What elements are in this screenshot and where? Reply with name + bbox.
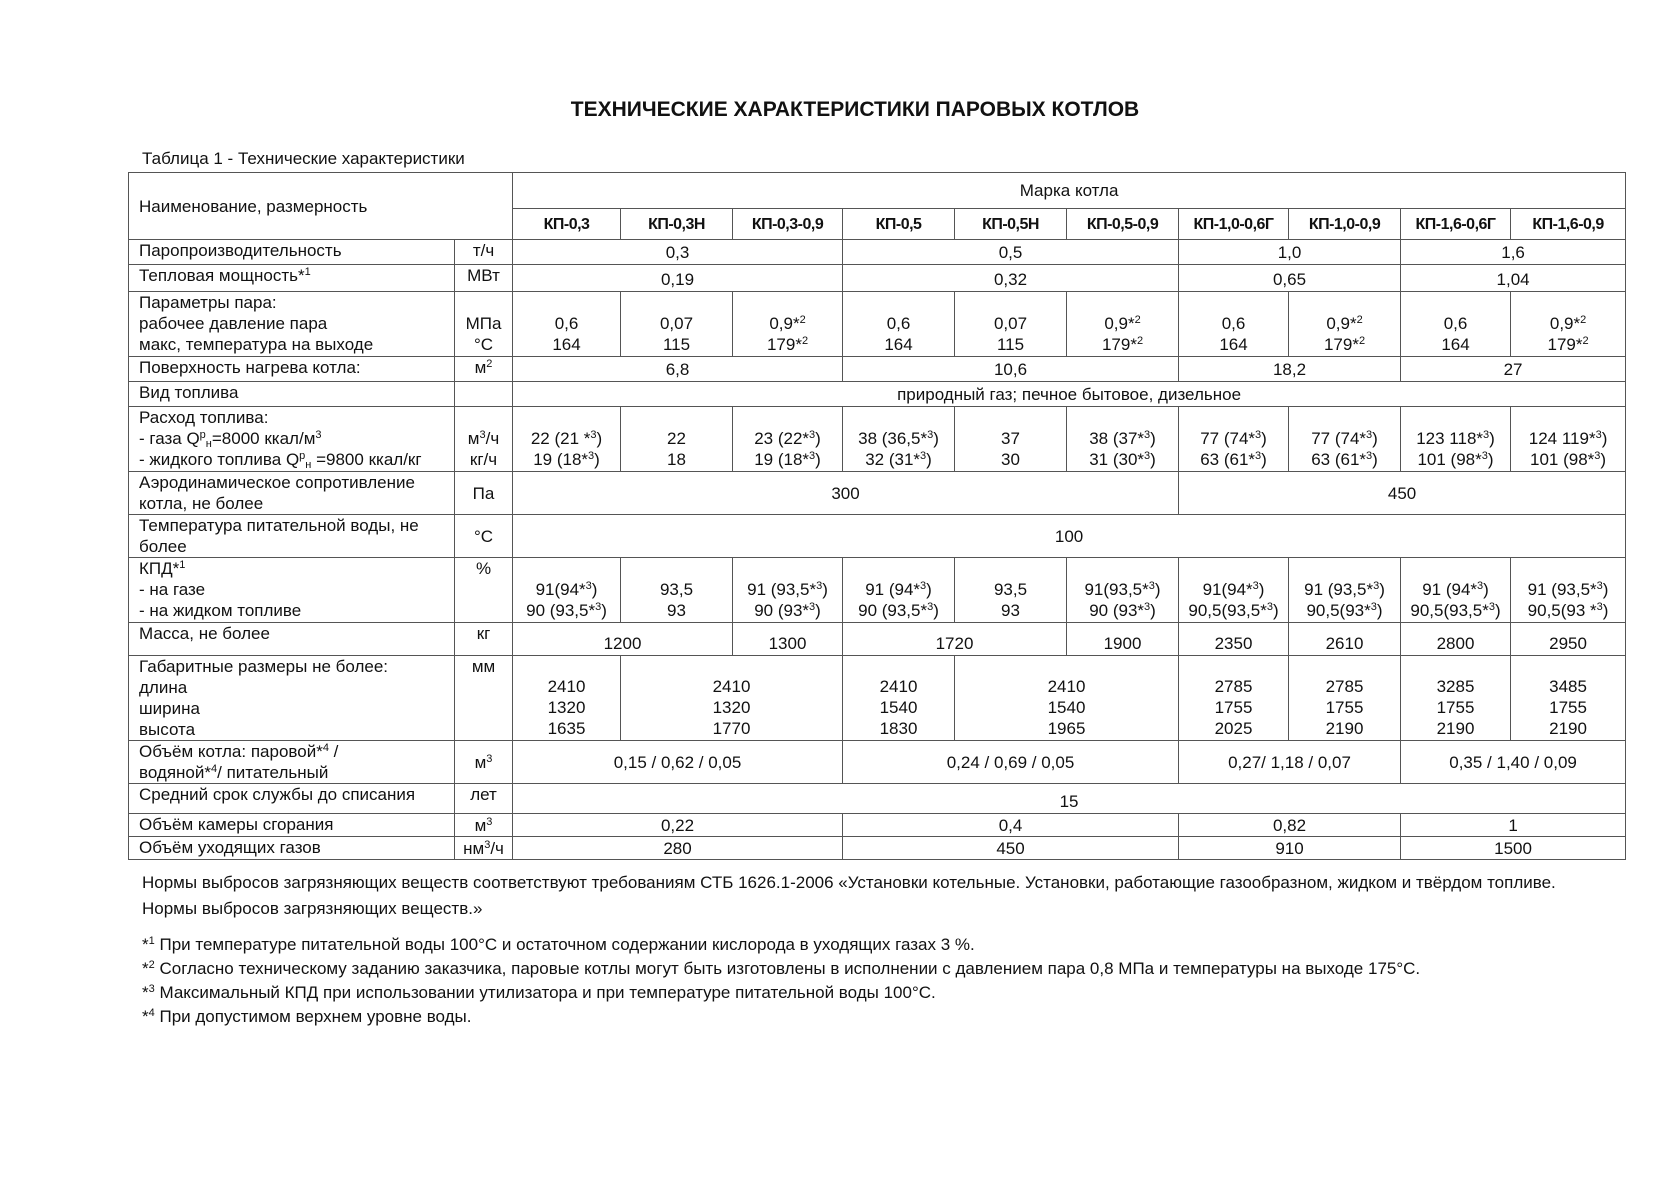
footnote: *$^4$ При допустимом верхнем уровне воды. [142, 1007, 472, 1026]
value-cell: 0,9*$^2$ 179*$^2$ [733, 292, 843, 357]
row-name: Поверхность нагрева котла: [129, 357, 455, 382]
value-cell: 1500 [1401, 837, 1626, 860]
row-unit: МВт [455, 265, 513, 292]
value-cell: 1300 [733, 623, 843, 656]
row-name: Масса, не более [129, 623, 455, 656]
value-cell: 0,65 [1179, 265, 1401, 292]
row-unit: % [455, 558, 513, 623]
value-cell: 93,5 93 [955, 558, 1067, 623]
value-cell: 1200 [513, 623, 733, 656]
value-cell: 77 (74*$^3$) 63 (61*$^3$) [1179, 407, 1289, 472]
value-cell: 0,3 [513, 240, 843, 265]
model-cell: КП-1,6-0,6Г [1401, 209, 1511, 240]
row-name: Средний срок службы до списания [129, 784, 455, 814]
value-cell: 1,04 [1401, 265, 1626, 292]
value-cell: 0,9*$^2$ 179*$^2$ [1067, 292, 1179, 357]
value-cell: 18,2 [1179, 357, 1401, 382]
value-cell: 0,6 164 [1401, 292, 1511, 357]
value-cell: 1 [1401, 814, 1626, 837]
value-cell: 91 (94*$^3$) 90,5(93,5*$^3$) [1401, 558, 1511, 623]
model-cell: КП-0,3Н [621, 209, 733, 240]
table-row [129, 623, 1626, 656]
value-cell: 91 (93,5*$^3$) 90,5(93*$^3$) [1289, 558, 1401, 623]
row-name: Габаритные размеры не более: длина ширина высота [129, 656, 455, 741]
table-row [129, 407, 1626, 472]
value-cell: 3285 1755 2190 [1401, 656, 1511, 741]
row-unit: кг [455, 623, 513, 656]
row-unit: $м^3/ч$ кг/ч [455, 407, 513, 472]
row-unit: Па [455, 472, 513, 515]
value-cell: 0,19 [513, 265, 843, 292]
value-cell: 3485 1755 2190 [1511, 656, 1626, 741]
table-row [129, 515, 1626, 558]
value-cell: 22 (21 *$^3$) 19 (18*$^3$) [513, 407, 621, 472]
value-cell: 100 [513, 515, 1626, 558]
row-name: Тепловая мощность*$^1$ [129, 265, 455, 292]
row-name: Паропроизводительность [129, 240, 455, 265]
value-cell: 0,9*$^2$ 179*$^2$ [1289, 292, 1401, 357]
value-cell: 2410 1320 1635 [513, 656, 621, 741]
value-cell: 450 [1179, 472, 1626, 515]
row-name: КПД*$^1$ - на газе - на жидком топливе [129, 558, 455, 623]
header-name-cell: Наименование, размерность [129, 173, 513, 240]
row-unit: $м^3$ [455, 814, 513, 837]
value-cell: 910 [1179, 837, 1401, 860]
value-cell: 124 119*$^3$) 101 (98*$^3$) [1511, 407, 1626, 472]
value-cell: 0,22 [513, 814, 843, 837]
value-cell: природный газ; печное бытовое, дизельное [513, 382, 1626, 407]
value-cell: 2410 1540 1830 [843, 656, 955, 741]
model-cell: КП-1,6-0,9 [1511, 209, 1626, 240]
value-cell: 2350 [1179, 623, 1289, 656]
row-unit: °С [455, 515, 513, 558]
value-cell: 1,0 [1179, 240, 1401, 265]
value-cell: 91(94*$^3$) 90,5(93,5*$^3$) [1179, 558, 1289, 623]
value-cell: 77 (74*$^3$) 63 (61*$^3$) [1289, 407, 1401, 472]
value-cell: 23 (22*$^3$) 19 (18*$^3$) [733, 407, 843, 472]
table-row [129, 741, 1626, 784]
row-name: Расход топлива: - газа $Q^р_н=8000$ ккал/$м^3$ - жидкого топлива $Q^р_н =9800$ ккал/кг [129, 407, 455, 472]
row-unit: $нм^3/ч$ [455, 837, 513, 860]
value-cell: 0,07 115 [621, 292, 733, 357]
header-row [129, 173, 1626, 209]
value-cell: 91 (93,5*$^3$) 90,5(93 *$^3$) [1511, 558, 1626, 623]
table-row [129, 656, 1626, 741]
value-cell: 0,9*$^2$ 179*$^2$ [1511, 292, 1626, 357]
table-caption: Таблица 1 - Технические характеристики [142, 149, 465, 168]
value-cell: 0,15 / 0,62 / 0,05 [513, 741, 843, 784]
model-cell: КП-0,5Н [955, 209, 1067, 240]
row-unit: мм [455, 656, 513, 741]
value-cell: 0,35 / 1,40 / 0,09 [1401, 741, 1626, 784]
row-name: Объём котла: паровой*$^4$ / водяной*$^4$/ питательный [129, 741, 455, 784]
table-row [129, 265, 1626, 292]
value-cell: 0,4 [843, 814, 1179, 837]
row-unit: т/ч [455, 240, 513, 265]
model-cell: КП-0,3 [513, 209, 621, 240]
table-row [129, 382, 1626, 407]
value-cell: 0,32 [843, 265, 1179, 292]
value-cell: 300 [513, 472, 1179, 515]
table-row [129, 472, 1626, 515]
value-cell: 2785 1755 2025 [1179, 656, 1289, 741]
row-name: Объём уходящих газов [129, 837, 455, 860]
table-row [129, 837, 1626, 860]
row-unit: $м^3$ [455, 741, 513, 784]
value-cell: 2410 1320 1770 [621, 656, 843, 741]
value-cell: 1,6 [1401, 240, 1626, 265]
value-cell: 0,07 115 [955, 292, 1067, 357]
footnote: *$^1$ При температуре питательной воды 100°С и остаточном содержании кислорода в уходящих газах 3 %. [142, 935, 975, 954]
table-row [129, 292, 1626, 357]
value-cell: 91(93,5*$^3$) 90 (93*$^3$) [1067, 558, 1179, 623]
model-cell: КП-1,0-0,9 [1289, 209, 1401, 240]
value-cell: 0,6 164 [513, 292, 621, 357]
table-row [129, 784, 1626, 814]
value-cell: 38 (36,5*$^3$) 32 (31*$^3$) [843, 407, 955, 472]
value-cell: 6,8 [513, 357, 843, 382]
table-row [129, 357, 1626, 382]
value-cell: 2610 [1289, 623, 1401, 656]
value-cell: 0,6 164 [843, 292, 955, 357]
footnote: *$^3$ Максимальный КПД при использовании утилизатора и при температуре питательной воды 100°С. [142, 983, 936, 1002]
value-cell: 123 118*$^3$) 101 (98*$^3$) [1401, 407, 1511, 472]
value-cell: 93,5 93 [621, 558, 733, 623]
header-brand-cell: Марка котла [513, 173, 1626, 209]
value-cell: 2800 [1401, 623, 1511, 656]
model-cell: КП-0,5-0,9 [1067, 209, 1179, 240]
row-name: Объём камеры сгорания [129, 814, 455, 837]
model-cell: КП-1,0-0,6Г [1179, 209, 1289, 240]
value-cell: 0,5 [843, 240, 1179, 265]
value-cell: 280 [513, 837, 843, 860]
table-row [129, 558, 1626, 623]
row-unit: $м^2$ [455, 357, 513, 382]
value-cell: 0,6 164 [1179, 292, 1289, 357]
spec-table [128, 172, 1626, 860]
value-cell: 1720 [843, 623, 1067, 656]
row-name: Параметры пара: рабочее давление пара макс, температура на выходе [129, 292, 455, 357]
row-name: Аэродинамическое сопротивление котла, не более [129, 472, 455, 515]
row-unit [455, 382, 513, 407]
norms-note [142, 870, 1602, 922]
row-name: Вид топлива [129, 382, 455, 407]
table-row [129, 240, 1626, 265]
page-title: ТЕХНИЧЕСКИЕ ХАРАКТЕРИСТИКИ ПАРОВЫХ КОТЛОВ [570, 98, 1140, 121]
norms-text: Нормы выбросов загрязняющих веществ соответствуют требованиям СТБ 1626.1-2006 «Установки котельные. Установки, работающие газообразном, жидком и твёрдом топливе. Нормы выбросов загрязняющих веществ.» [142, 873, 1556, 918]
value-cell: 0,82 [1179, 814, 1401, 837]
value-cell: 2950 [1511, 623, 1626, 656]
model-cell: КП-0,3-0,9 [733, 209, 843, 240]
value-cell: 91 (93,5*$^3$) 90 (93*$^3$) [733, 558, 843, 623]
value-cell: 38 (37*$^3$) 31 (30*$^3$) [1067, 407, 1179, 472]
row-unit: лет [455, 784, 513, 814]
table-row [129, 814, 1626, 837]
value-cell: 91 (94*$^3$) 90 (93,5*$^3$) [843, 558, 955, 623]
model-cell: КП-0,5 [843, 209, 955, 240]
value-cell: 2785 1755 2190 [1289, 656, 1401, 741]
value-cell: 450 [843, 837, 1179, 860]
value-cell: 0,24 / 0,69 / 0,05 [843, 741, 1179, 784]
value-cell: 37 30 [955, 407, 1067, 472]
footnote: *$^2$ Согласно техническому заданию заказчика, паровые котлы могут быть изготовлены в исполнении с давлением пара 0,8 МПа и температуры на выходе 175°С. [142, 959, 1421, 978]
value-cell: 1900 [1067, 623, 1179, 656]
value-cell: 22 18 [621, 407, 733, 472]
value-cell: 15 [513, 784, 1626, 814]
row-name: Температура питательной воды, не более [129, 515, 455, 558]
value-cell: 27 [1401, 357, 1626, 382]
value-cell: 91(94*$^3$) 90 (93,5*$^3$) [513, 558, 621, 623]
row-unit: МПа °С [455, 292, 513, 357]
value-cell: 0,27/ 1,18 / 0,07 [1179, 741, 1401, 784]
value-cell: 10,6 [843, 357, 1179, 382]
value-cell: 2410 1540 1965 [955, 656, 1179, 741]
